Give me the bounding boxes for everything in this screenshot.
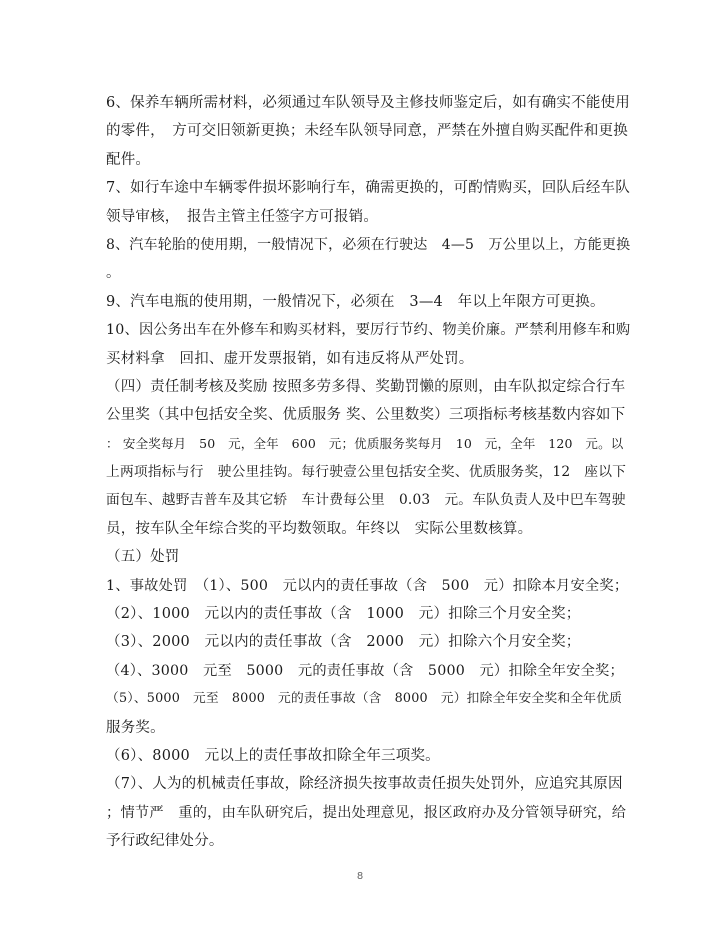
text-line: 买材料拿 回扣、虚开发票报销，如有违反将从严处罚。 [106,350,474,367]
text-line: 7、如行车途中车辆零件损坏影响行车，确需更换的，可酌情购买，回队后经车队 [106,180,630,197]
text-line: 9、汽车电瓶的使用期，一般情况下，必须在 3—4 年以上年限方可更换。 [106,293,605,310]
text-line: 配件。 [106,151,151,168]
text-line: 上两项指标与行 驶公里挂钩。每行驶壹公里包括安全奖、优质服务奖，12 座以下 [106,464,627,481]
text-line: （5）、5000 元至 8000 元的责任事故（含 8000 元）扣除全年安全奖和全年优质 [106,691,623,707]
text-line: 6、保养车辆所需材料，必须通过车队领导及主修技师鉴定后，如有确实不能使用 [106,95,630,111]
body-text [106,89,631,856]
text-line: （3）、2000 元以内的责任事故（含 2000 元）扣除六个月安全奖； [106,634,581,651]
section-heading: （五）处罚 [106,549,180,566]
text-line: 服务奖。 [106,719,165,736]
text-line: （6）、8000 元以上的责任事故扣除全年三项奖。 [106,747,440,764]
text-line: 10、因公务出车在外修车和购买材料，要厉行节约、物美价廉。严禁利用修车和购 [106,322,631,339]
text-line: ；情节严 重的，由车队研究后，提出处理意见，报区政府办及分管领导研究，给 [106,804,627,821]
text-line: 8、汽车轮胎的使用期，一般情况下，必须在行驶达 4—5 万公里以上，方能更换 [106,236,631,253]
text-line: （4）、3000 元至 5000 元的责任事故（含 5000 元）扣除全年安全奖； [106,662,624,679]
text-line: 予行政纪律处分。 [106,833,224,850]
text-line: （2）、1000 元以内的责任事故（含 1000 元）扣除三个月安全奖； [106,606,581,623]
text-line: （四）责任制考核及奖励 按照多劳多得、奖勤罚懒的原则，由车队拟定综合行车 [106,378,626,395]
text-line: ： 安全奖每月 50 元，全年 600 元；优质服务奖每月 10 元，全年 120 元。以 [106,435,624,451]
text-line: 的零件， 方可交旧领新更换；未经车队领导同意，严禁在外擅自购买配件和更换 [106,123,628,140]
text-line: 。 [106,265,121,282]
text-line: 领导审核， 报告主管主任签字方可报销。 [106,208,379,225]
text-line: 面包车、越野吉普车及其它轿 车计费每公里 0.03 元。车队负责人及中巴车驾驶 [106,492,626,509]
text-line: （7）、人为的机械责任事故，除经济损失按事故责任损失处罚外，应追究其原因 [106,776,623,793]
page-number: 8 [356,871,364,882]
text-line: 员，按车队全年综合奖的平均数领取。年终以 实际公里数核算。 [106,520,533,537]
text-line: 1、事故处罚 （1）、500 元以内的责任事故（含 500 元）扣除本月安全奖； [106,577,629,594]
text-line: 公里奖（其中包括安全奖、优质服务 奖、公里数奖）三项指标考核基数内容如下 [106,407,626,424]
